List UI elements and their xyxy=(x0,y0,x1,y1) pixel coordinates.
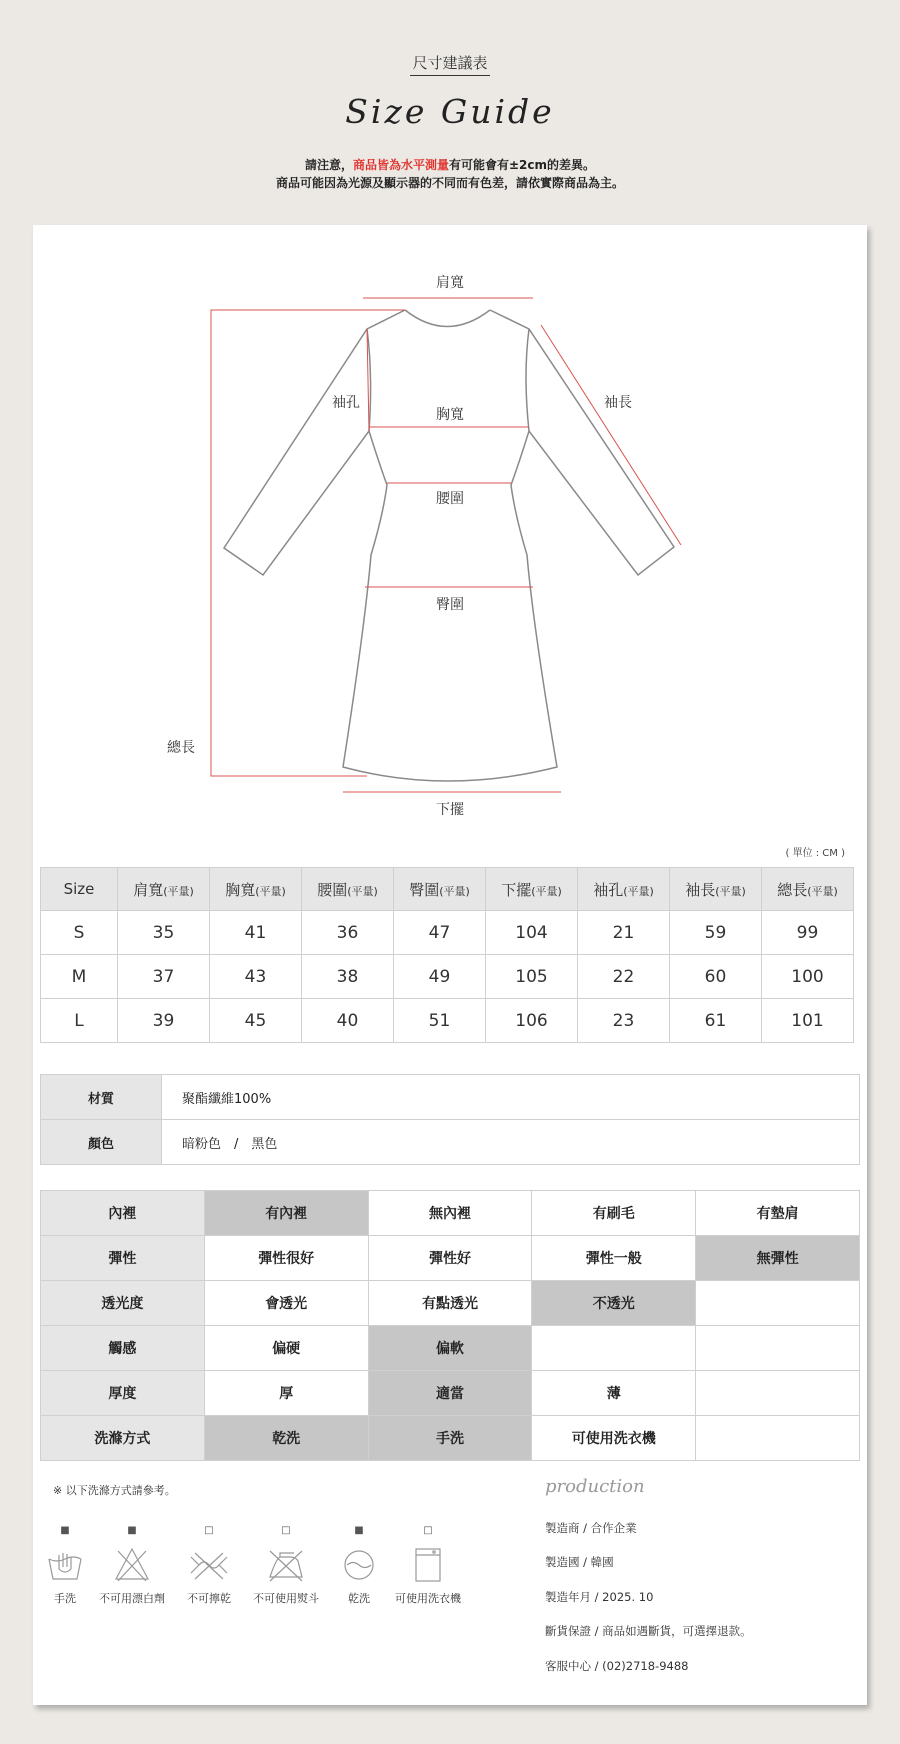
care-check: □ xyxy=(204,1525,214,1536)
size-guide-card xyxy=(33,225,867,1705)
color-value: 暗粉色 / 黑色 xyxy=(162,1120,860,1165)
label-shoulder: 肩寬 xyxy=(436,275,464,291)
feature-label: 觸感 xyxy=(41,1326,205,1371)
value-cell: 104 xyxy=(486,911,578,955)
page-title: Size Guide xyxy=(345,92,555,131)
feature-label: 厚度 xyxy=(41,1371,205,1416)
feature-option: 不透光 xyxy=(532,1281,696,1326)
table-row xyxy=(41,911,854,955)
production-line: 客服中心 / (02)2718-9488 xyxy=(545,1659,689,1673)
care-check: □ xyxy=(281,1525,291,1536)
column-header: 下擺(平量) xyxy=(486,868,578,911)
table-row xyxy=(41,999,854,1043)
care-label: 可使用洗衣機 xyxy=(395,1592,461,1605)
production-line: 製造商 / 合作企業 xyxy=(545,1521,637,1535)
feature-option xyxy=(696,1326,860,1371)
value-cell: 36 xyxy=(302,911,394,955)
column-header: 腰圍(平量) xyxy=(302,868,394,911)
feature-option: 乾洗 xyxy=(204,1416,368,1461)
value-cell: 61 xyxy=(670,999,762,1043)
washing-machine-icon xyxy=(388,1545,468,1585)
value-cell: 106 xyxy=(486,999,578,1043)
feature-option: 彈性很好 xyxy=(204,1236,368,1281)
feature-option: 彈性一般 xyxy=(532,1236,696,1281)
value-cell: 39 xyxy=(118,999,210,1043)
care-label: 不可擰乾 xyxy=(187,1592,231,1605)
feature-row xyxy=(41,1236,860,1281)
material-label: 材質 xyxy=(41,1075,162,1120)
feature-option: 會透光 xyxy=(204,1281,368,1326)
value-cell: 59 xyxy=(670,911,762,955)
feature-row xyxy=(41,1371,860,1416)
value-cell: 22 xyxy=(578,955,670,999)
care-note: ※ 以下洗滌方式請參考。 xyxy=(53,1484,176,1497)
unit-note: ( 單位 : CM ) xyxy=(785,848,845,859)
feature-label: 彈性 xyxy=(41,1236,205,1281)
feature-row xyxy=(41,1191,860,1236)
care-item-no-iron xyxy=(246,1525,326,1606)
care-label: 乾洗 xyxy=(348,1592,370,1605)
notice-highlight: 商品皆為水平測量 xyxy=(352,158,449,172)
column-header: 胸寬(平量) xyxy=(210,868,302,911)
table-row xyxy=(41,955,854,999)
column-header: 臀圍(平量) xyxy=(394,868,486,911)
no-bleach-icon xyxy=(92,1545,172,1585)
feature-option: 適當 xyxy=(368,1371,532,1416)
size-table xyxy=(40,867,854,1043)
care-item-no-wring xyxy=(169,1525,249,1606)
feature-label: 透光度 xyxy=(41,1281,205,1326)
feature-row xyxy=(41,1281,860,1326)
feature-option: 彈性好 xyxy=(368,1236,532,1281)
feature-option xyxy=(532,1326,696,1371)
sleeve-line xyxy=(541,325,681,545)
care-label: 手洗 xyxy=(54,1592,76,1605)
value-cell: 100 xyxy=(762,955,854,999)
column-header: 袖長(平量) xyxy=(670,868,762,911)
feature-row xyxy=(41,1326,860,1371)
size-header: Size xyxy=(41,868,118,911)
value-cell: 51 xyxy=(394,999,486,1043)
label-hip: 臀圍 xyxy=(436,597,464,613)
care-item-no-bleach xyxy=(92,1525,172,1606)
feature-option: 薄 xyxy=(532,1371,696,1416)
care-label: 不可用漂白劑 xyxy=(99,1592,165,1605)
value-cell: 21 xyxy=(578,911,670,955)
material-row xyxy=(41,1075,860,1120)
dress-diagram xyxy=(33,225,867,835)
color-row xyxy=(41,1120,860,1165)
feature-option: 有內裡 xyxy=(204,1191,368,1236)
feature-option xyxy=(696,1371,860,1416)
feature-row xyxy=(41,1416,860,1461)
size-cell: S xyxy=(41,911,118,955)
feature-option: 可使用洗衣機 xyxy=(532,1416,696,1461)
production-line: 製造年月 / 2025. 10 xyxy=(545,1590,654,1604)
no-iron-icon xyxy=(246,1545,326,1585)
care-check: ■ xyxy=(354,1525,364,1536)
notice-line-1 xyxy=(0,156,900,174)
color-label: 顏色 xyxy=(41,1120,162,1165)
value-cell: 60 xyxy=(670,955,762,999)
subtitle xyxy=(0,52,900,73)
care-item-washing-machine xyxy=(388,1525,468,1606)
production-title: production xyxy=(545,1476,645,1497)
value-cell: 35 xyxy=(118,911,210,955)
label-armhole: 袖孔 xyxy=(332,395,360,411)
feature-option: 無內裡 xyxy=(368,1191,532,1236)
no-wring-icon xyxy=(169,1545,249,1585)
feature-option: 有點透光 xyxy=(368,1281,532,1326)
dress-neckline xyxy=(405,310,490,327)
feature-option xyxy=(696,1281,860,1326)
value-cell: 99 xyxy=(762,911,854,955)
feature-table xyxy=(40,1190,860,1461)
care-label: 不可使用熨斗 xyxy=(253,1592,319,1605)
feature-label: 內裡 xyxy=(41,1191,205,1236)
subtitle-text: 尺寸建議表 xyxy=(410,54,489,76)
care-check: ■ xyxy=(60,1525,70,1536)
value-cell: 47 xyxy=(394,911,486,955)
label-waist: 腰圍 xyxy=(436,491,464,507)
value-cell: 37 xyxy=(118,955,210,999)
label-length: 總長 xyxy=(167,740,195,756)
feature-label: 洗滌方式 xyxy=(41,1416,205,1461)
production-line: 製造國 / 韓國 xyxy=(545,1555,614,1569)
feature-option: 偏硬 xyxy=(204,1326,368,1371)
value-cell: 43 xyxy=(210,955,302,999)
notice-line-2: 商品可能因為光源及顯示器的不同而有色差，請依實際商品為主。 xyxy=(275,176,624,190)
size-cell: L xyxy=(41,999,118,1043)
production-line: 斷貨保證 / 商品如遇斷貨，可選擇退款。 xyxy=(545,1624,752,1638)
dress-outline xyxy=(224,310,674,781)
value-cell: 38 xyxy=(302,955,394,999)
notice xyxy=(0,156,900,192)
notice-text: 請注意， xyxy=(304,158,353,172)
value-cell: 105 xyxy=(486,955,578,999)
feature-option xyxy=(696,1416,860,1461)
label-hem: 下擺 xyxy=(436,802,464,818)
label-chest: 胸寬 xyxy=(436,407,464,423)
material-value: 聚酯纖維100% xyxy=(162,1075,860,1120)
sleeve-seam-right xyxy=(526,329,529,431)
size-table-header xyxy=(41,868,854,911)
care-check: □ xyxy=(423,1525,433,1536)
size-cell: M xyxy=(41,955,118,999)
length-line xyxy=(211,310,405,776)
feature-option: 有刷毛 xyxy=(532,1191,696,1236)
value-cell: 40 xyxy=(302,999,394,1043)
column-header: 袖孔(平量) xyxy=(578,868,670,911)
value-cell: 49 xyxy=(394,955,486,999)
value-cell: 101 xyxy=(762,999,854,1043)
material-table xyxy=(40,1074,860,1165)
column-header: 肩寬(平量) xyxy=(118,868,210,911)
value-cell: 41 xyxy=(210,911,302,955)
column-header: 總長(平量) xyxy=(762,868,854,911)
feature-option: 厚 xyxy=(204,1371,368,1416)
value-cell: 45 xyxy=(210,999,302,1043)
dry-clean-icon xyxy=(319,1545,399,1585)
care-item-dry-clean xyxy=(319,1525,399,1606)
value-cell: 23 xyxy=(578,999,670,1043)
label-sleeve: 袖長 xyxy=(604,395,632,411)
feature-option: 有墊肩 xyxy=(696,1191,860,1236)
feature-option: 無彈性 xyxy=(696,1236,860,1281)
notice-text: 有可能會有±2cm的差異。 xyxy=(449,158,596,172)
care-check: ■ xyxy=(127,1525,137,1536)
feature-option: 手洗 xyxy=(368,1416,532,1461)
feature-option: 偏軟 xyxy=(368,1326,532,1371)
